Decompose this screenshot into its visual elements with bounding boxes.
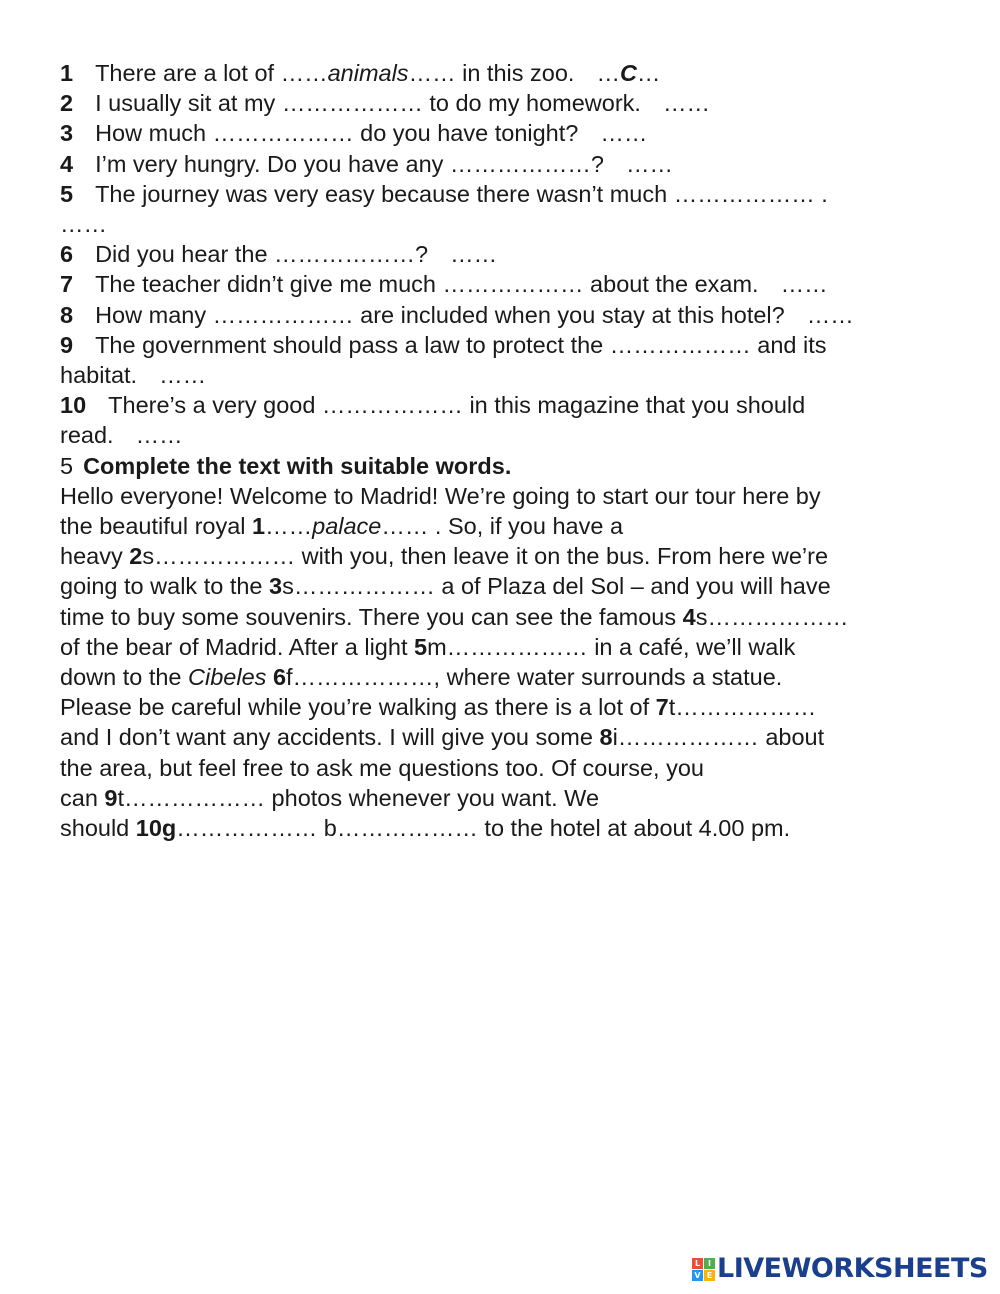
item-text: The government should pass a law to protect the ……………… and its [95,331,827,358]
item-text: The journey was very easy because there wasn’t much ……………… . [95,180,828,207]
exercise-item-10 [60,390,945,420]
gap-blank-4[interactable]: s……………… [695,603,849,630]
text: and I don’t want any accidents. I will give you some [60,724,600,751]
answer-blank[interactable]: …… [662,90,710,117]
example-answer: palace [312,513,382,540]
text-line-4 [60,571,945,601]
gap-number-1: 1 [252,513,266,540]
gap-number-4: 4 [682,603,696,630]
answer-blank[interactable]: …… [159,362,207,389]
item-text: How much ……………… do you have tonight? [95,120,579,147]
answer-blank[interactable]: …… [626,150,673,177]
section-number: 5 [60,452,74,479]
item-text-after: …… in this zoo. [408,60,575,86]
item-text: The teacher didn’t give me much ……………… about the exam. [95,271,759,298]
gap-number-8: 8 [599,724,613,751]
gap-number-6: 6 [272,664,287,691]
text-line-5 [60,602,945,632]
gap-number-7: 7 [655,694,669,721]
place-name: Cibeles [188,664,267,691]
liveworksheets-logo[interactable] [692,1254,988,1284]
item-number: 3 [60,120,74,147]
example-answer: animals [327,60,409,86]
item-text: I’m very hungry. Do you have any ………………? [95,150,604,177]
text: going to walk to the [60,573,270,600]
item-number: 5 [60,180,74,207]
section-heading [60,451,945,481]
text-line-2 [60,511,945,541]
gap-number-2: 2 [129,543,143,570]
gap-blank-5[interactable]: m……………… in a café, we’ll walk [427,633,796,660]
gap-blank-6[interactable]: f………………, where water surrounds a statue. [286,664,783,691]
answer-mark-post: … [636,60,661,86]
item-number: 8 [60,301,74,328]
text-line-9 [60,722,945,752]
text: time to buy some souvenirs. There you can see the famous [60,603,683,630]
answer-blank[interactable]: …… [806,301,854,328]
text: should [60,815,136,842]
answer-blank[interactable]: …… [60,211,107,238]
gap-blank-9[interactable]: t……………… photos whenever you want. We [117,784,600,811]
exercise-item-2 [60,88,945,118]
answer-blank[interactable]: …… [780,271,828,298]
logo-letter-v: V [692,1270,703,1281]
item-text: There’s a very good ……………… in this magazine that you should [108,392,806,419]
text: Hello everyone! Welcome to Madrid! We’re going to start our tour here by [60,482,821,509]
item-text: How many ……………… are included when you stay at this hotel? [95,301,785,328]
worksheet-page [60,58,945,843]
exercise-item-5 [60,179,945,209]
gap-blank-7[interactable]: t……………… [668,694,817,721]
text: …… . So, if you have a [381,513,624,540]
gap-blank-3[interactable]: s……………… a of Plaza del Sol – and you will have [282,573,831,600]
text-line-12 [60,813,945,843]
gap-blank-10[interactable]: ……………… b……………… to the hotel at about 4.00 pm. [176,815,791,842]
text-line-1 [60,481,945,511]
text: of the bear of Madrid. After a light [60,633,415,660]
text: the beautiful royal [60,513,253,540]
item-number: 4 [60,150,74,177]
answer-mark: C [619,60,637,86]
exercise-item-1 [60,58,945,88]
item-number: 9 [60,331,74,358]
item-text: I usually sit at my ……………… to do my homework. [95,90,641,117]
gap-number-10: 10g [135,815,177,842]
item-text-before: There are a lot of …… [95,60,328,86]
section-title: Complete the text with suitable words. [83,452,512,479]
gap-number-5: 5 [414,633,428,660]
gap-blank-2[interactable]: s……………… with you, then leave it on the bus. From here we’re [142,543,829,570]
item-number: 1 [60,60,74,86]
text-line-11 [60,783,945,813]
logo-icon [692,1258,715,1281]
item-number: 2 [60,90,74,117]
item-number: 6 [60,241,74,268]
logo-letter-e: E [704,1270,715,1281]
logo-text: LIVEWORKSHEETS [717,1253,988,1284]
text: down to the [60,664,189,691]
exercise-item-7 [60,269,945,299]
exercise-item-6 [60,239,945,269]
item-text-cont: habitat. [60,362,138,389]
exercise-item-5-mark-line [60,209,945,239]
answer-blank[interactable]: …… [450,241,498,268]
gap-number-9: 9 [104,784,118,811]
text-line-6 [60,632,945,662]
item-text: Did you hear the ………………? [95,241,429,268]
answer-blank[interactable]: …… [135,422,183,449]
item-text-cont: read. [60,422,114,449]
logo-letter-l: L [692,1258,703,1269]
text-line-3 [60,541,945,571]
text-line-10 [60,753,945,783]
text: heavy [60,543,130,570]
gap-blank-8[interactable]: i……………… about [612,724,825,751]
exercise-item-10-cont [60,420,945,450]
answer-blank[interactable]: …… [600,120,648,147]
text: can [60,784,105,811]
item-number: 7 [60,271,74,298]
exercise-item-4 [60,149,945,179]
text-line-7 [60,662,945,692]
text: Please be careful while you’re walking as there is a lot of [60,694,656,721]
exercise-item-3 [60,118,945,148]
text-line-8 [60,692,945,722]
exercise-item-9 [60,330,945,360]
logo-letter-i: I [704,1258,715,1269]
text: the area, but feel free to ask me questions too. Of course, you [60,754,705,781]
exercise-item-8 [60,300,945,330]
answer-mark-pre: … [596,60,620,86]
text: …… [265,513,313,540]
item-number: 10 [60,392,87,419]
exercise-item-9-cont [60,360,945,390]
gap-number-3: 3 [269,573,283,600]
